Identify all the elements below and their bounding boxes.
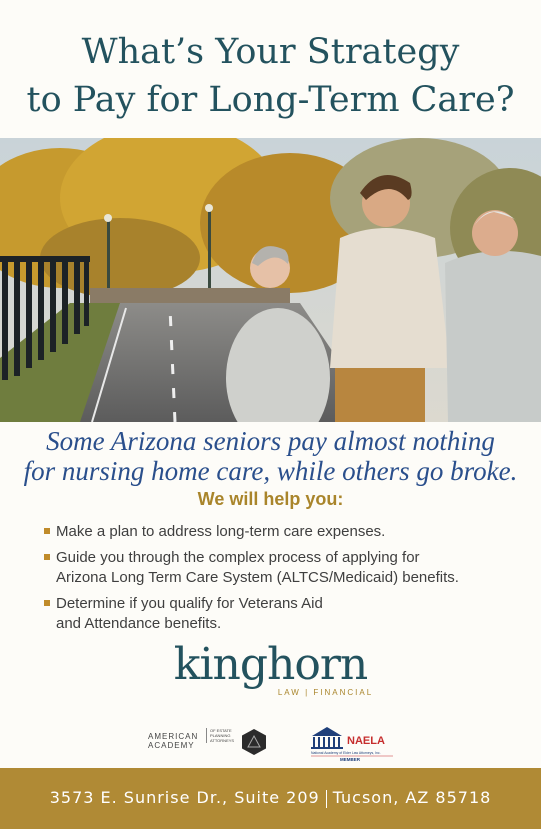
logo-name: kinghorn <box>173 639 368 690</box>
headline-line-1: What’s Your Strategy <box>81 32 460 72</box>
headline-line-2: to Pay for Long-Term Care? <box>26 80 515 120</box>
bullet-list <box>44 522 514 640</box>
american-academy-badge: AMERICAN ACADEMY <box>148 732 199 750</box>
svg-text:NAELA: NAELA <box>347 735 385 747</box>
list-item-line-1: Make a plan to address long-term care expenses. <box>56 523 386 540</box>
svg-text:MEMBER: MEMBER <box>340 757 360 762</box>
list-item-line-1: Guide you through the complex process of applying for <box>56 549 420 566</box>
city-address: Tucson, AZ 85718 <box>332 788 492 807</box>
hexagon-logo-icon <box>241 728 267 756</box>
seniors-walking-image <box>0 138 541 422</box>
bullet-square-icon <box>44 554 50 560</box>
subhead-line-2: for nursing home care, while others go broke. <box>23 456 518 486</box>
address <box>0 788 541 808</box>
naela-logo <box>310 724 394 762</box>
subhead-line-1: Some Arizona seniors pay almost nothing <box>46 426 495 456</box>
headline <box>0 28 541 124</box>
help-title: We will help you: <box>197 489 344 509</box>
american-academy-subtext: OF ESTATE PLANNING ATTORNEYS <box>206 728 234 743</box>
list-item-line-2: and Attendance benefits. <box>56 615 222 632</box>
hero-photo <box>0 138 541 422</box>
list-item <box>44 548 514 588</box>
bullet-square-icon <box>44 528 50 534</box>
address-footer <box>0 768 541 829</box>
subhead <box>0 426 541 486</box>
list-item-line-1: Determine if you qualify for Veterans Aid <box>56 595 323 612</box>
kinghorn-logo <box>0 640 541 697</box>
logo-tagline: LAW | FINANCIAL <box>277 688 374 697</box>
list-item-line-2: Arizona Long Term Care System (ALTCS/Medicaid) benefits. <box>56 569 459 586</box>
street-address: 3573 E. Sunrise Dr., Suite 209 <box>49 788 320 807</box>
divider <box>326 790 327 808</box>
membership-badges <box>0 722 541 762</box>
bullet-square-icon <box>44 600 50 606</box>
list-item <box>44 594 514 634</box>
list-item <box>44 522 514 542</box>
svg-text:National Academy of Elder Law: National Academy of Elder Law Attorneys, Inc. <box>311 751 381 755</box>
